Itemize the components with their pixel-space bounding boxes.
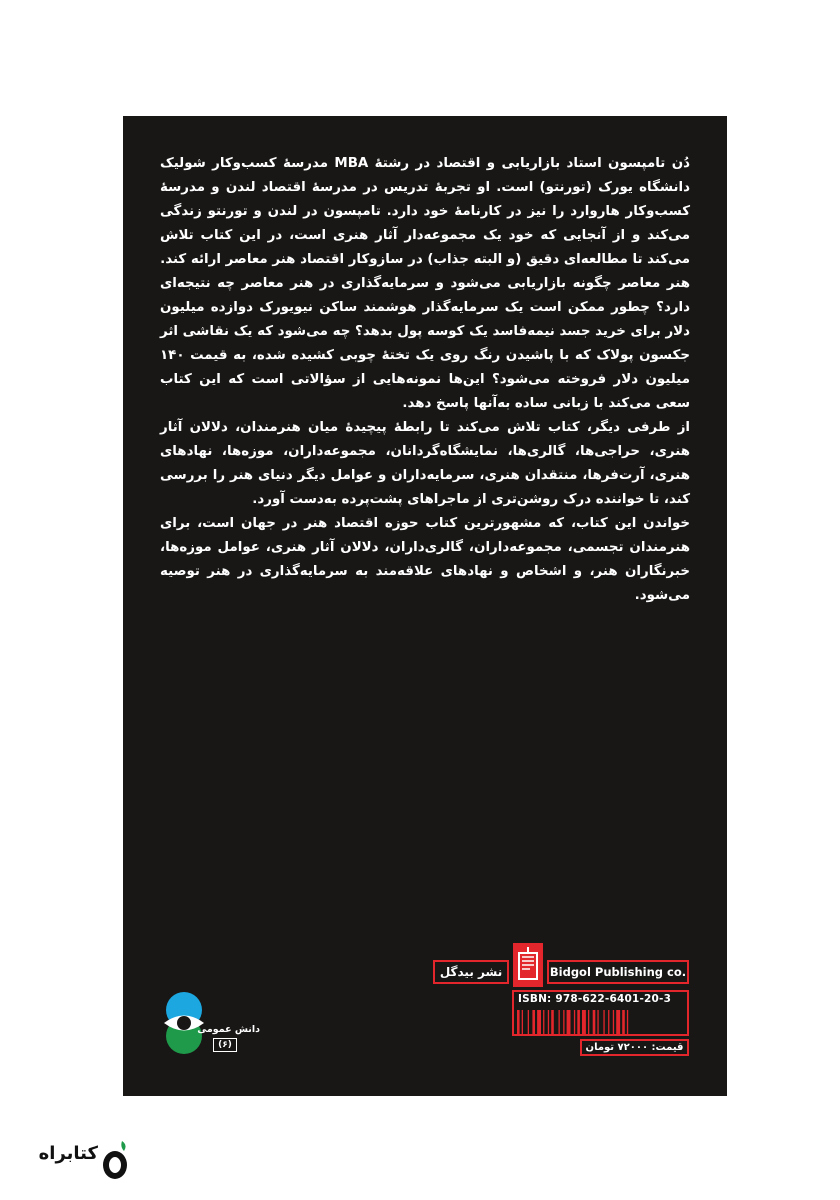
publisher-block (433, 943, 689, 987)
isbn-number: ISBN: 978-622-6401-20-3 (518, 993, 672, 1005)
ketabrah-logo-icon (100, 1137, 130, 1183)
blurb-paragraph-recommendation: خواندن این کتاب، که مشهورترین کتاب حوزه اقتصاد هنر در جهان است، برای هنرمندان تجسمی، مجموعه‌داران، گالری‌داران، دلالان آثار هنری، عوامل موزه‌ها، خبرنگاران هنر، و اشخاص و نهادهای علاقه‌مند به سرمایه‌گذاری در هنر توصیه می‌شود. (160, 516, 690, 603)
watermark-text: کتابراه (38, 1143, 98, 1164)
series-name: دانش عمومی (197, 1024, 260, 1035)
series-eye-logo-icon (160, 992, 208, 1054)
barcode-icon (517, 1010, 686, 1034)
blurb-paragraph-questions: هنر معاصر چگونه بازاریابی می‌شود و سرمایه‌گذاری در هنر معاصر چه نتیجه‌ای دارد؟ چطور ممکن است یک سرمایه‌گذار هوشمند ساکن نیویورک دوازده میلیون دلار برای خرید جسد نیمه‌فاسد یک کوسه پول بدهد؟ چه می‌شود که یک نقاشی اثر جکسون پولاک که با پاشیدن رنگ روی یک تختهٔ چوبی کشیده شده، به قیمت ۱۴۰ میلیون دلار فروخته می‌شود؟ این‌ها نمونه‌هایی از سؤالاتی است که این کتاب سعی می‌کند با زبانی ساده به‌آنها پاسخ دهد. (160, 276, 690, 411)
blurb-paragraph-author: دُن تامپسون استاد بازاریابی و اقتصاد در رشتهٔ MBA مدرسهٔ کسب‌وکار شولیک دانشگاه یورک (تورنتو) است. او تجربهٔ تدریس در مدرسهٔ اقتصاد لندن و مدرسهٔ کسب‌وکار هاروارد را نیز در کارنامهٔ خود دارد. تامپسون در لندن و تورنتو زندگی می‌کند و از آنجایی که خود یک مجموعه‌دار آثار هنری است، در این کتاب تلاش می‌کند تا مطالعه‌ای دقیق (و البته جذاب) در سازوکار اقتصاد هنر معاصر ارائه کند. (160, 156, 690, 267)
publisher-logo-icon (513, 943, 543, 987)
publisher-name-fa: نشر بیدگل (433, 960, 509, 984)
isbn-barcode (512, 990, 689, 1036)
cover-blurb (160, 152, 690, 608)
blurb-paragraph-relations: از طرفی دیگر، کتاب تلاش می‌کند تا رابطهٔ پیچیدهٔ میان هنرمندان، دلالان آثار هنری، حراجی‌ها، گالری‌ها، نمایشگاه‌گردانان، مجموعه‌داران، موزه‌ها، نهادهای هنری، آرت‌فرها، منتقدان هنری، سرمایه‌داران و عوامل دیگر دنیای هنر را بررسی کند، تا خواننده درک روشن‌تری از ماجراهای پشت‌پرده به‌دست آورد. (160, 420, 690, 507)
publisher-name-en: Bidgol Publishing co. (547, 960, 689, 984)
series-number: (۶) (213, 1038, 237, 1052)
price-tag: قیمت: ۷۲۰۰۰ تومان (580, 1039, 689, 1056)
ketabrah-watermark (40, 1137, 130, 1183)
